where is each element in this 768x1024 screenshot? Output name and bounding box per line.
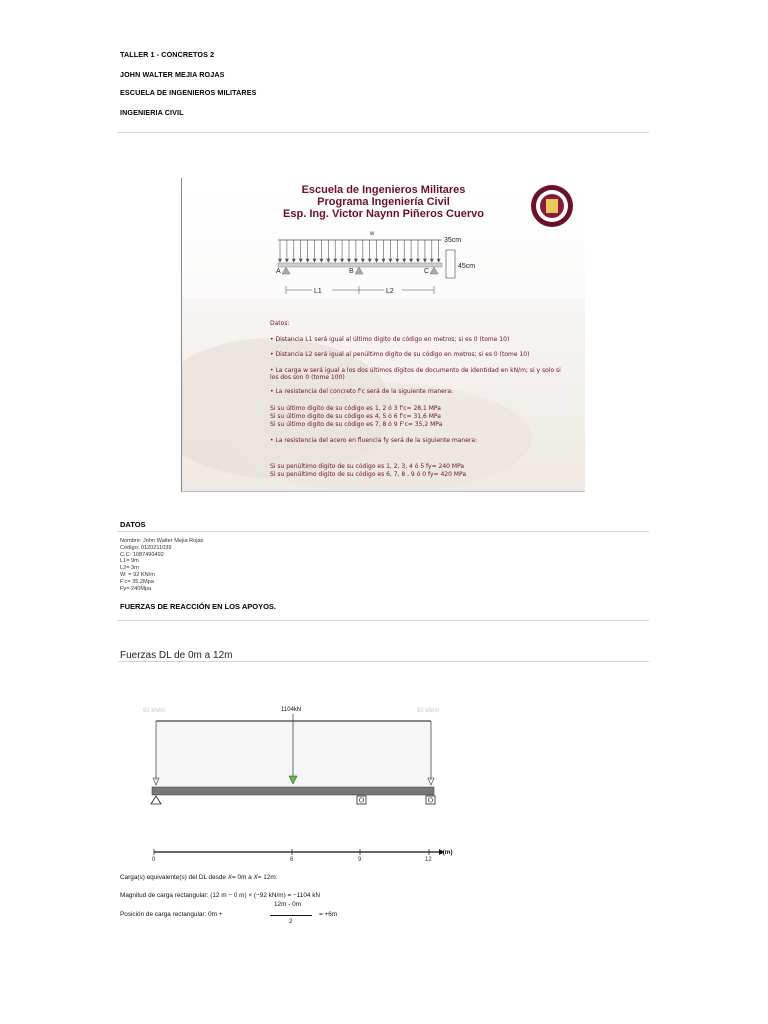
load-arrow-head xyxy=(368,259,371,262)
support-c: C xyxy=(424,268,430,275)
bullet-load: • La carga w será igual a los dos últimos dígitos de documento de identidad en kN/m; si y solo si los dos son 0 (tome 100) xyxy=(270,367,561,382)
beam xyxy=(152,787,434,795)
calc-var: X xyxy=(227,874,233,881)
support-a: A xyxy=(276,268,281,275)
bullet-load-text: La carga w será igual a los dos últimos dígitos de documento de identidad en kN/m; si y solo si los dos son 0 (tome 100) xyxy=(270,367,561,382)
axis-label: x(m) xyxy=(439,849,453,856)
right-load-label: 92 kN/m xyxy=(417,708,440,714)
position-result: = +6m xyxy=(319,911,338,918)
load-arrow-head xyxy=(437,259,440,262)
calc-text: = 0m a xyxy=(232,874,254,881)
datos-w: W: = 92 KN/m xyxy=(120,571,155,578)
dl-load-diagram xyxy=(135,700,465,875)
rect-load-position: Posición de carga rectangular: 0m + xyxy=(120,911,223,918)
fraction-numerator: 12m - 0m xyxy=(274,901,301,908)
load-arrow-head xyxy=(279,259,282,262)
load-arrow-head xyxy=(382,259,385,262)
tick-12: 12 xyxy=(425,857,432,863)
fraction-bar xyxy=(270,915,312,916)
roller-support-b xyxy=(357,796,366,804)
bullet-l2-text: Distancia L2 será igual al penúltimo digito de su código en metros; si es 0 (tome 10) xyxy=(275,351,530,358)
author-name: JOHN WALTER MEJIA ROJAS xyxy=(120,70,225,79)
fy-rule-1: Si su penúltimo digito de su código es 1, 2, 3, 4 ó 5 fy= 240 MPa xyxy=(270,463,465,470)
datos-list xyxy=(120,538,203,592)
load-arrow-head xyxy=(299,259,302,262)
load-arrow-head xyxy=(313,259,316,262)
datos-fy: Fy= 240Mpa xyxy=(120,585,152,592)
fc-rule-1: Si su último digito de su código es 1, 2 ó 3 f'c= 28,1 MPa xyxy=(270,405,441,412)
beam-diagram xyxy=(270,226,490,316)
datos-cc: C.C: 1087490492 xyxy=(120,551,164,558)
load-arrow-head xyxy=(292,259,295,262)
figure-title-2: Programa Ingeniería Civil xyxy=(317,196,450,208)
resultant-label: 1104kN xyxy=(281,707,302,713)
left-load-label: 92 kN/m xyxy=(143,708,166,714)
span-l1: L1 xyxy=(314,288,322,295)
calc-text: = 12m: xyxy=(257,874,278,881)
bullet-l1-text: Distancia L1 será igual al último digito de código en metros; si es 0 (tome 10) xyxy=(275,336,510,343)
calc-text: Carga(s) equivalente(s) del DL desde xyxy=(120,874,228,881)
reactions-heading: FUERZAS DE REACCIÓN EN LOS APOYOS. xyxy=(120,602,276,611)
load-arrow-head xyxy=(417,259,420,262)
institution: ESCUELA DE INGENIEROS MILITARES xyxy=(120,88,257,97)
divider xyxy=(118,132,649,133)
load-label: w xyxy=(370,231,375,237)
bullet-fc: • La resistencia del concreto f'c será de la siguiente manera: xyxy=(270,388,454,395)
load-arrow-head xyxy=(375,259,378,262)
datos-label: Datos: xyxy=(270,320,290,327)
datos-fc: F'c= 35.2Mpa xyxy=(120,578,154,585)
datos-l2: L2= 3m xyxy=(120,565,139,572)
dl-section-title: Fuerzas DL de 0m a 12m xyxy=(120,650,233,661)
equivalent-loads-line xyxy=(120,874,278,881)
fc-rule-3: Si su último digito de su código es 7, 8 ó 9 F'c= 35,2 MPa xyxy=(270,421,443,428)
bullet-l2: • Distancia L2 será igual al penúltimo digito de su código en metros; si es 0 (tome 10) xyxy=(270,351,530,358)
divider xyxy=(118,531,649,532)
fraction-denominator: 2 xyxy=(289,918,293,925)
load-arrow-head xyxy=(348,259,351,262)
load-arrow-head xyxy=(334,259,337,262)
section-height: 45cm xyxy=(458,263,476,270)
tick-9: 9 xyxy=(358,857,362,863)
load-arrow-head xyxy=(403,259,406,262)
load-arrow-head xyxy=(361,259,364,262)
load-arrow-head xyxy=(306,259,309,262)
load-arrow-head xyxy=(341,259,344,262)
program: INGENIERIA CIVIL xyxy=(120,108,184,117)
datos-heading: DATOS xyxy=(120,520,146,529)
datos-code: Código: 0120211039 xyxy=(120,544,172,551)
figure-title-1: Escuela de Ingenieros Militares xyxy=(301,184,466,196)
doc-title: TALLER 1 - CONCRETOS 2 xyxy=(120,50,215,59)
load-arrow-head xyxy=(430,259,433,262)
load-arrow-head xyxy=(410,259,413,262)
load-arrow-head xyxy=(354,259,357,262)
load-arrow-head xyxy=(396,259,399,262)
divider xyxy=(118,620,649,621)
datos-name: Nombre: John Walter Mejia Rojas xyxy=(120,538,204,544)
load-arrow-head xyxy=(320,259,323,262)
divider xyxy=(118,661,649,662)
fy-rule-2: Si su penúltimo digito de su código es 6, 7, 8 , 9 ó 0 fy= 420 MPa xyxy=(270,471,466,478)
load-arrow-head xyxy=(285,259,288,262)
span-l2: L2 xyxy=(386,288,394,295)
tick-0: 0 xyxy=(152,857,156,863)
load-arrow-head xyxy=(327,259,330,262)
load-arrow-head xyxy=(389,259,392,262)
fc-rule-2: Si su último digito de su código es 4, 5 ó 6 f'c= 31,6 MPa xyxy=(270,413,441,420)
support-b: B xyxy=(349,268,354,275)
bullet-fy: • La resistencia del acero en fluencia fy será de la siguiente manera: xyxy=(270,437,478,444)
problem-statement-image xyxy=(181,178,585,492)
rect-load-magnitude: Magnitud de carga rectangular: (12 m − 0 m) × (−92 kN/m) = −1104 kN xyxy=(120,892,321,899)
bullet-l1: • Distancia L1 será igual al último digito de código en metros; si es 0 (tome 10) xyxy=(270,336,510,343)
section-shape xyxy=(446,250,455,278)
pin-support-a xyxy=(151,796,161,804)
tick-6: 6 xyxy=(290,857,294,863)
section-width: 35cm xyxy=(444,237,462,244)
calc-var: X xyxy=(253,874,258,881)
figure-title-3: Esp. Ing. Victor Naynn Piñeros Cuervo xyxy=(283,208,484,220)
bullet-fy-text: La resistencia del acero en fluencia fy será de la siguiente manera: xyxy=(275,437,478,444)
bullet-fc-text: La resistencia del concreto f'c será de la siguiente manera: xyxy=(275,388,454,395)
university-seal-logo xyxy=(530,184,574,228)
datos-l1: L1= 9m xyxy=(120,558,139,565)
load-arrow-head xyxy=(423,259,426,262)
roller-support-c xyxy=(426,796,435,804)
